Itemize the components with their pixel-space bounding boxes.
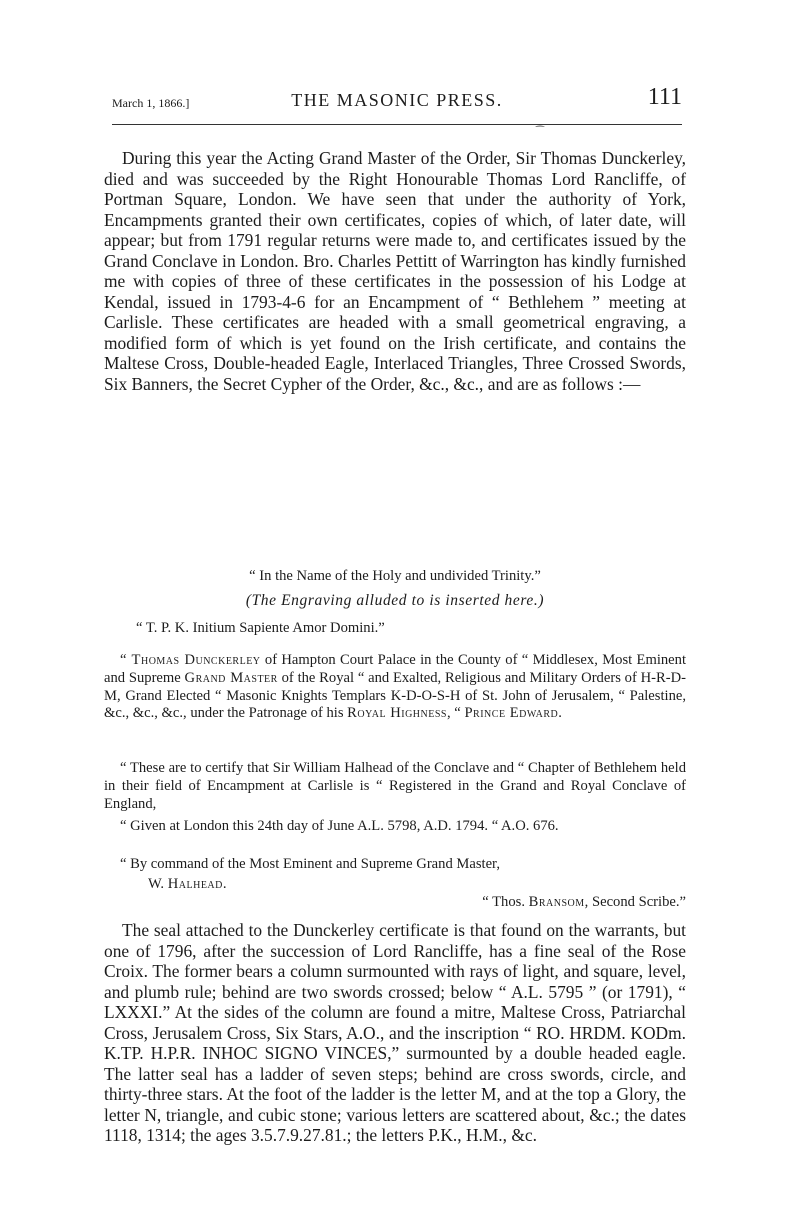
preamble-text-2: of the Royal “ and Exalted, Religious and Military Orders of H-R-D-M, Grand Elected “ Masonic Knights Templars K-D-O-S-H of St. John of Jerusalem, “ Palestine, &c., &c., &c., under the Patronage of his bbox=[104, 669, 686, 722]
signer-initial: W. bbox=[148, 876, 168, 892]
quote-motto: “ T. P. K. Initium Sapiente Amor Domini.” bbox=[136, 620, 385, 636]
name-prince-edward: Prince Edward bbox=[464, 705, 559, 722]
running-header bbox=[112, 84, 682, 118]
journal-title: THE MASONIC PRESS. bbox=[291, 90, 503, 110]
quote-engraving-note: (The Engraving alluded to is inserted here.) bbox=[245, 592, 545, 609]
paragraph-seals: The seal attached to the Dunckerley certificate is that found on the warrants, but one of 1796, after the succession of Lord Rancliffe, has a fine seal of the Rose Croix. The former bears a column surmounted with rays of light, and square, level, and plumb rule; behind are two swords crossed; below “ A.L. 5795 ” (or 1791), “ LXXXI.” At the sides of the column are found a mitre, Maltese Cross, Patriarchal Cross, Jerusalem Cross, Six Stars, A.O., and the inscription “ RO. HRDM. KODm. K.TP. H.P.R. INHOC SIGNO VINCES,” surmounted by a double headed eagle. The latter seal has a ladder of seven steps; behind are cross swords, circle, and thirty-three stars. At the foot of the ladder is the letter M, and at the top a Glory, the letter N, triangle, and cubic stone; various letters are scattered about, &c.; the dates 1118, 1314; the ages 3.5.7.9.27.81.; the letters P.K., H.M., &c. bbox=[104, 920, 686, 1145]
paragraph-dunckerley-death: During this year the Acting Grand Master of the Order, Sir Thomas Dunckerley, died and was succeeded by the Right Honourable Thomas Lord Rancliffe, of Portman Square, London. We have seen that under the authority of York, Encampments granted their own certificates, copies of which, of later date, will appear; but from 1791 regular returns were made to, and certificates issued by the Grand Conclave in London. Bro. Charles Pettitt of Warrington has kindly furnished me with copies of three of these certificates in the possession of his Lodge at Kendal, issued in 1793-4-6 for an Encampment of “ Bethlehem ” meeting at Carlisle. These certificates are headed with a small geometrical engraving, a modified form of which is yet found on the Irish certificate, and contains the Maltese Cross, Double-headed Eagle, Interlaced Triangles, Three Crossed Swords, Six Banners, the Secret Cypher of the Order, &c., &c., and are as follows :— bbox=[104, 148, 686, 394]
quote-certificate-preamble bbox=[104, 652, 686, 723]
title-grand-master: Grand Master bbox=[184, 669, 278, 686]
quote-given: “ Given at London this 24th day of June A.L. 5798, A.D. 1794. “ A.O. 676. bbox=[120, 818, 559, 834]
header-rule bbox=[112, 124, 682, 125]
preamble-text-4: . bbox=[558, 705, 562, 722]
signature-bransom bbox=[406, 894, 686, 912]
preamble-text-1: of Hampton Court Palace in the County of “ Middlesex, Most Eminent and Supreme bbox=[104, 652, 687, 686]
signature-halhead bbox=[148, 876, 448, 894]
signer-surname: Halhead bbox=[167, 876, 223, 892]
scribe-surname: Bransom bbox=[528, 894, 585, 910]
scribe-open: “ Thos. bbox=[482, 894, 529, 910]
quote-by-command: “ By command of the Most Eminent and Supreme Grand Master, bbox=[120, 856, 500, 872]
name-dunckerley: “ Thomas Dunckerley bbox=[120, 652, 261, 668]
signer-period: . bbox=[222, 876, 227, 892]
preamble-text-3: , “ bbox=[447, 705, 465, 722]
issue-date: March 1, 1866.] bbox=[112, 96, 190, 110]
title-royal-highness: Royal Highness bbox=[347, 705, 447, 722]
printer-mark-icon: ⁀ bbox=[536, 127, 545, 138]
scribe-rest: , Second Scribe.” bbox=[584, 894, 686, 910]
page-number: 111 bbox=[647, 84, 682, 110]
quote-certify: “ These are to certify that Sir William Halhead of the Conclave and “ Chapter of Bethlehem held in their field of Encampment at Carlisle is “ Registered in the Grand and Royal Conclave of England, bbox=[104, 760, 686, 812]
quote-invocation: “ In the Name of the Holy and undivided Trinity.” bbox=[249, 568, 541, 584]
